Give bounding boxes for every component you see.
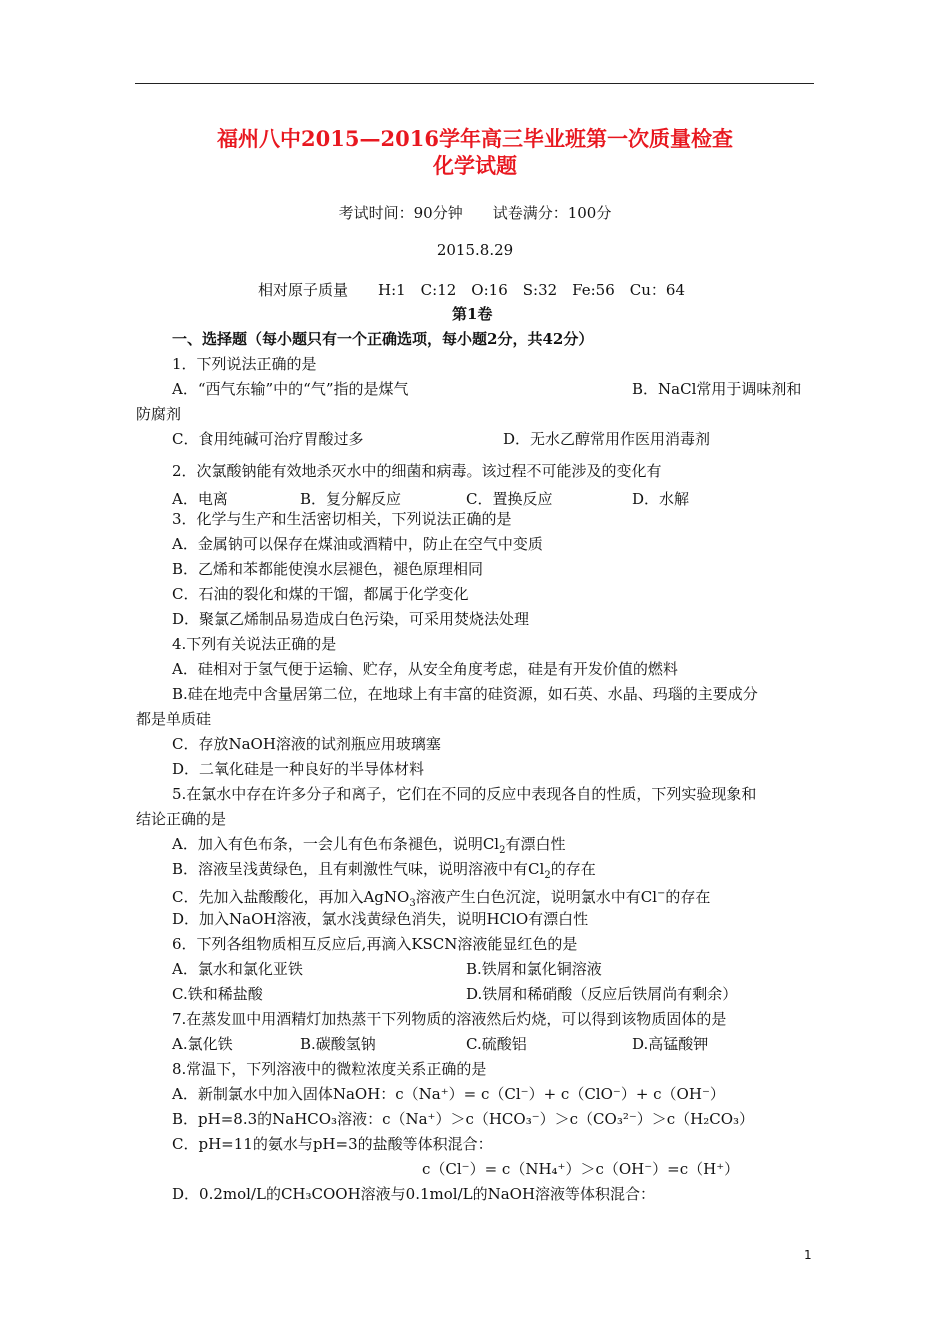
q7-option-d: D.高锰酸钾 — [632, 1035, 709, 1053]
q6-option-a: A．氯水和氯化亚铁 — [172, 960, 303, 978]
q3-option-c: C．石油的裂化和煤的干馏，都属于化学变化 — [172, 585, 469, 603]
page-number: 1 — [804, 1248, 812, 1262]
q2-option-c: C．置换反应 — [466, 490, 553, 508]
q7-option-c: C.硫酸铝 — [466, 1035, 527, 1053]
q4-option-a: A．硅相对于氢气便于运输、贮存，从安全角度考虑，硅是有开发价值的燃料 — [172, 660, 678, 678]
q7-option-a: A.氯化铁 — [172, 1035, 233, 1053]
exam-date: 2015.8.29 — [436, 241, 514, 259]
q6-option-d: D.铁屑和稀硝酸（反应后铁屑尚有剩余） — [466, 985, 738, 1003]
q5-option-c: C．先加入盐酸酸化，再加入AgNO$_3$溶液产生白色沉淀，说明氯水中有Cl−的存在 — [172, 888, 711, 909]
q6-stem: 6．下列各组物质相互反应后,再滴入KSCN溶液能显红色的是 — [172, 935, 578, 953]
q2-option-d: D．水解 — [632, 490, 690, 508]
q3-option-a: A．金属钠可以保存在煤油或酒精中，防止在空气中变质 — [172, 535, 543, 553]
q1-option-c: C．食用纯碱可治疗胃酸过多 — [172, 430, 364, 448]
q4-stem: 4.下列有关说法正确的是 — [172, 635, 337, 653]
section-heading: 一、选择题（每小题只有一个正确选项，每小题2分，共42分） — [172, 330, 594, 348]
atomic-mass: 相对原子质量 H:1 C:12 O:16 S:32 Fe:56 Cu：64 — [258, 281, 685, 299]
q8-option-b: B．pH=8.3的NaHCO₃溶液：c（Na⁺）＞c（HCO₃⁻）＞c（CO₃²⁻）＞c（H₂CO₃） — [172, 1110, 755, 1128]
q5-stem-cont: 结论正确的是 — [136, 810, 227, 828]
exam-info: 考试时间：90分钟 试卷满分：100分 — [338, 204, 612, 222]
q3-stem: 3．化学与生产和生活密切相关，下列说法正确的是 — [172, 510, 512, 528]
q5-stem: 5.在氯水中存在许多分子和离子，它们在不同的反应中表现各自的性质，下列实验现象和 — [172, 785, 757, 803]
q1-option-a: A．“西气东输”中的“气”指的是煤气 — [172, 380, 409, 398]
q7-stem: 7.在蒸发皿中用酒精灯加热蒸干下列物质的溶液然后灼烧，可以得到该物质固体的是 — [172, 1010, 727, 1028]
q8-stem: 8.常温下，下列溶液中的微粒浓度关系正确的是 — [172, 1060, 487, 1078]
q8-option-c-cont: c（Cl⁻）= c（NH₄⁺）＞c（OH⁻）=c（H⁺） — [422, 1160, 740, 1178]
exam-title: 福州八中2015—2016学年高三毕业班第一次质量检查 — [217, 126, 733, 151]
q3-option-d: D．聚氯乙烯制品易造成白色污染，可采用焚烧法处理 — [172, 610, 530, 628]
q4-option-b-cont: 都是单质硅 — [136, 710, 212, 728]
q6-option-b: B.铁屑和氯化铜溶液 — [466, 960, 602, 978]
q1-option-b: B．NaCl常用于调味剂和 — [632, 380, 802, 398]
exam-subtitle: 化学试题 — [433, 153, 517, 178]
q4-option-b: B.硅在地壳中含量居第二位，在地球上有丰富的硅资源，如石英、水晶、玛瑙的主要成分 — [172, 685, 758, 703]
q8-option-c: C．pH=11的氨水与pH=3的盐酸等体积混合： — [172, 1135, 493, 1153]
q4-option-c: C．存放NaOH溶液的试剂瓶应用玻璃塞 — [172, 735, 441, 753]
q5-option-d: D．加入NaOH溶液，氯水浅黄绿色消失，说明HClO有漂白性 — [172, 910, 589, 928]
q5-option-b: B．溶液呈浅黄绿色，且有刺激性气味，说明溶液中有$Cl_2$的存在 — [172, 860, 596, 881]
volume-label: 第1卷 — [452, 305, 493, 323]
header-rule — [135, 83, 814, 84]
q8-option-a: A．新制氯水中加入固体NaOH：c（Na⁺）= c（Cl⁻）+ c（ClO⁻）+ c（OH⁻） — [172, 1085, 725, 1103]
q2-stem: 2．次氯酸钠能有效地杀灭水中的细菌和病毒。该过程不可能涉及的变化有 — [172, 462, 662, 480]
q2-option-a: A．电离 — [172, 490, 228, 508]
q1-option-d: D．无水乙醇常用作医用消毒剂 — [503, 430, 711, 448]
q5-option-a: A．加入有色布条，一会儿有色布条褪色，说明$Cl_2$有漂白性 — [172, 835, 566, 856]
q4-option-d: D．二氧化硅是一种良好的半导体材料 — [172, 760, 425, 778]
q1-option-b-cont: 防腐剂 — [136, 405, 182, 423]
q8-option-d: D．0.2mol/L的CH₃COOH溶液与0.1mol/L的NaOH溶液等体积混合： — [172, 1185, 656, 1203]
q1-stem: 1．下列说法正确的是 — [172, 355, 317, 373]
q6-option-c: C.铁和稀盐酸 — [172, 985, 263, 1003]
q7-option-b: B.碳酸氢钠 — [300, 1035, 376, 1053]
q3-option-b: B．乙烯和苯都能使溴水层褪色，褪色原理相同 — [172, 560, 484, 578]
q2-option-b: B．复分解反应 — [300, 490, 402, 508]
